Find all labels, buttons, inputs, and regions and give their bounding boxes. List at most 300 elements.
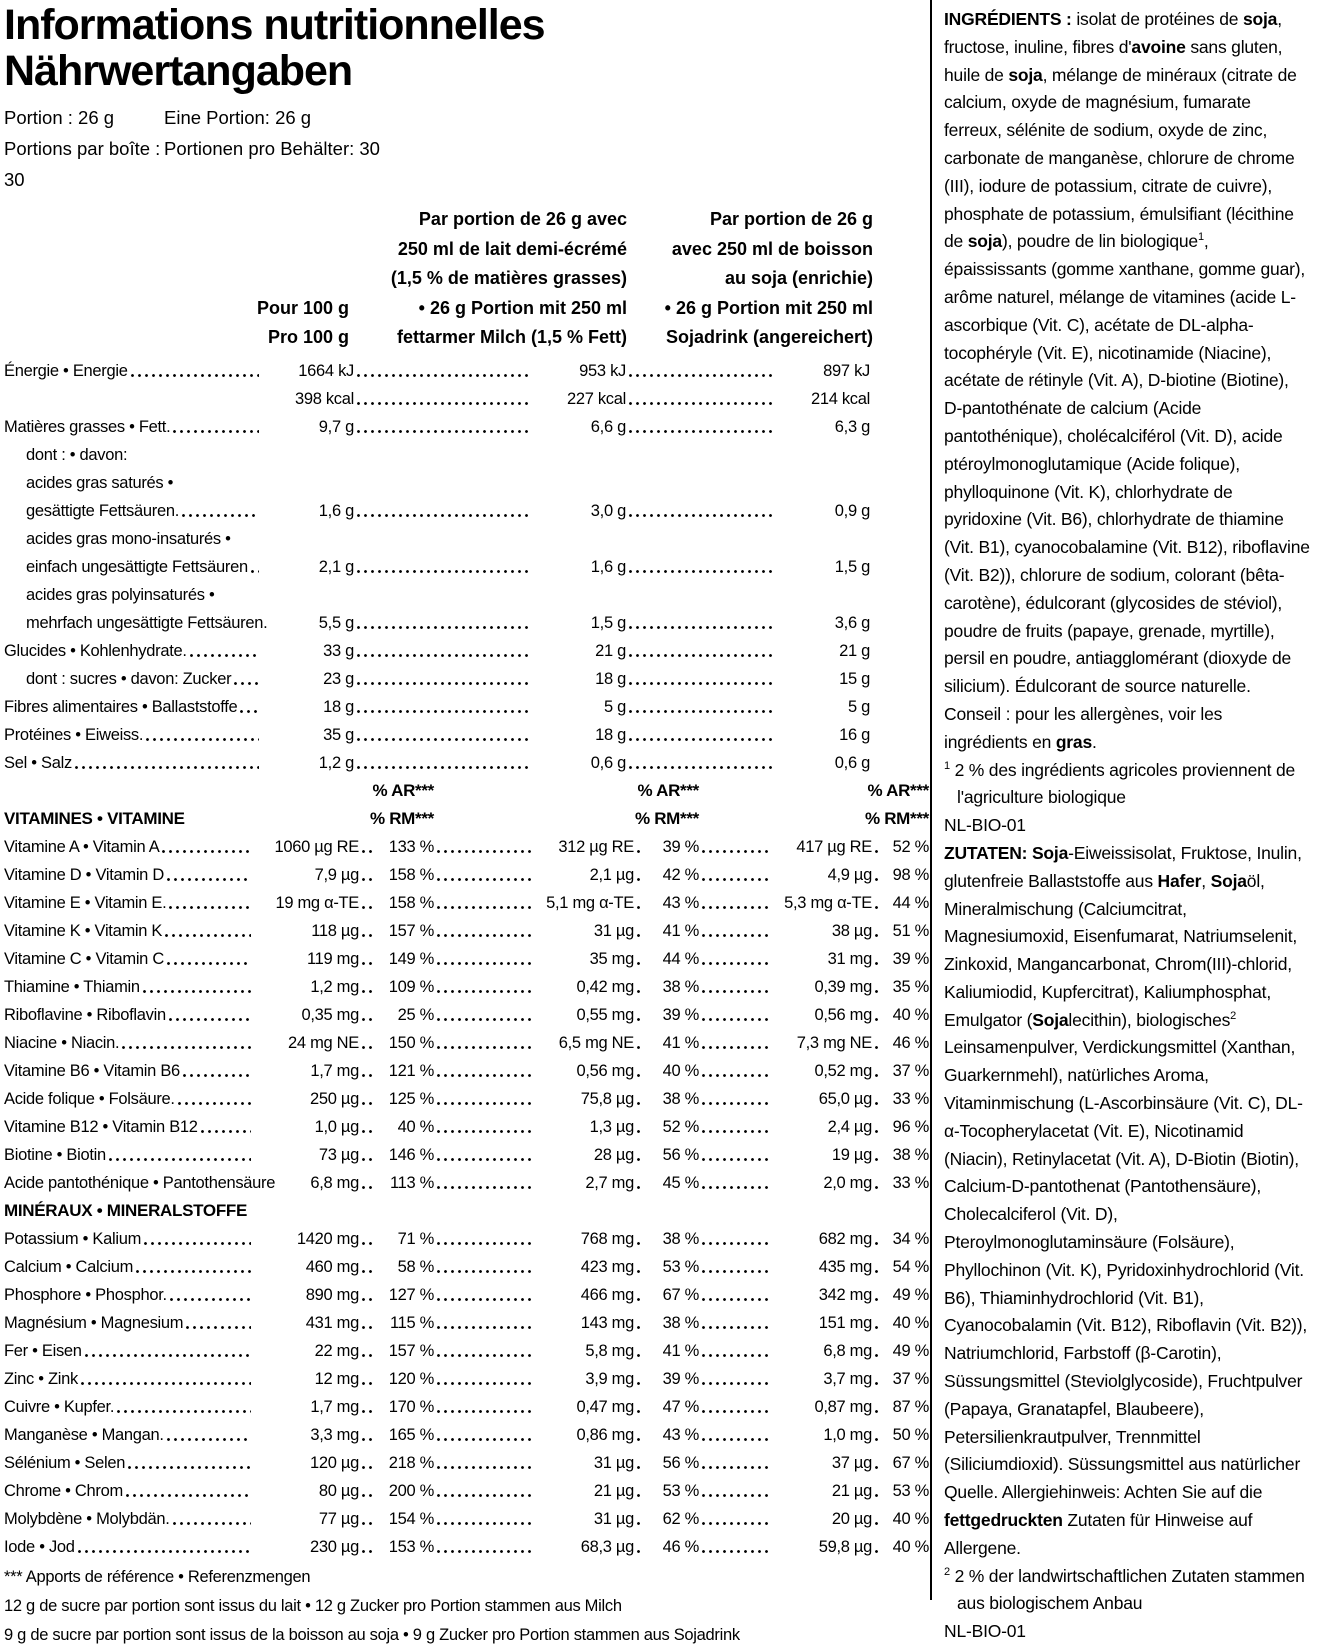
table-row [4, 1281, 929, 1309]
dot-leader [875, 990, 879, 993]
dot-leader [702, 962, 769, 965]
dot-leader [178, 1102, 251, 1105]
row-label-cell [4, 665, 262, 693]
value-per-100g: 9,7 g [318, 417, 354, 436]
dot-leader [362, 1438, 374, 1441]
table-row [4, 1253, 929, 1281]
value-per-100g: 1,2 g [318, 753, 354, 772]
value-portion-soy [778, 581, 870, 609]
dot-leader [437, 934, 531, 937]
value-per-100g: 1,6 g [318, 501, 354, 520]
dot-leader [362, 1018, 374, 1021]
dot-leader [357, 654, 531, 657]
title-fr: Informations nutritionnelles [4, 1, 545, 49]
row-label: Magnésium • Magnesium [4, 1313, 184, 1332]
amount-per-100g: 77 µg [318, 1509, 359, 1528]
table-row [4, 1085, 929, 1113]
dot-leader [875, 1102, 879, 1105]
table-row [4, 1309, 929, 1337]
dot-leader [131, 374, 259, 377]
dot-leader [81, 1382, 251, 1385]
dot-leader [702, 1018, 769, 1021]
dot-leader [144, 1242, 251, 1245]
dot-leader [136, 1270, 251, 1273]
dot-leader [165, 934, 251, 937]
value-portion-soy: 0,9 g [834, 501, 870, 520]
dot-leader [201, 1130, 251, 1133]
pct-portion-milk: 38 % [662, 977, 699, 996]
amount-portion-milk: 2,1 µg [589, 865, 634, 884]
amount-portion-milk: 312 µg RE [558, 837, 634, 856]
pct-portion-soy: 96 % [892, 1117, 929, 1136]
servings-fr: Portions par boîte : 30 [4, 138, 161, 190]
value-portion-milk: 953 kJ [579, 361, 626, 380]
dot-leader [875, 1326, 879, 1329]
dot-leader [875, 878, 879, 881]
row-label: Vitamine C • Vitamin C [4, 949, 164, 968]
row-label-cell [4, 1533, 254, 1561]
dot-leader [183, 1074, 251, 1077]
nutrition-table [4, 357, 929, 1650]
dot-leader [702, 1494, 769, 1497]
pct-portion-milk: 40 % [662, 1061, 699, 1080]
dot-leader [702, 1466, 769, 1469]
dot-leader [875, 962, 879, 965]
amount-portion-soy: 342 mg [818, 1285, 872, 1304]
pct-portion-soy: 37 % [892, 1369, 929, 1388]
table-row [4, 1001, 929, 1029]
amount-per-100g: 1420 mg [296, 1229, 359, 1248]
amount-portion-soy: 435 mg [818, 1257, 872, 1276]
amount-portion-soy: 7,3 mg NE [796, 1033, 872, 1052]
pct-portion-milk: 44 % [662, 949, 699, 968]
value-portion-milk: 3,0 g [590, 501, 626, 520]
dot-leader [362, 906, 374, 909]
ingredients-fr-organic-note: $^1$ 2 % des ingrédients agricoles proviennent de l'agriculture biologique [944, 759, 1296, 808]
dot-leader [637, 1102, 643, 1105]
dot-leader [437, 1382, 531, 1385]
value-portion-milk [534, 525, 626, 553]
dot-leader [702, 1102, 769, 1105]
dot-leader [637, 1130, 643, 1133]
row-label: Cuivre • Kupfer. [4, 1397, 115, 1416]
table-row [4, 441, 929, 469]
pct-per-100g: 165 % [388, 1425, 434, 1444]
amount-portion-milk: 31 µg [593, 1509, 634, 1528]
row-label: Sel • Salz [4, 753, 72, 772]
dot-leader [629, 430, 775, 433]
amount-per-100g: 22 mg [314, 1341, 359, 1360]
amount-portion-soy: 2,0 mg [823, 1173, 872, 1192]
dot-leader [629, 710, 775, 713]
amount-portion-soy: 20 µg [831, 1509, 872, 1528]
dot-leader [437, 1354, 531, 1357]
amount-portion-milk: 1,3 µg [589, 1117, 634, 1136]
pct-portion-milk: 56 % [662, 1145, 699, 1164]
value-portion-milk [534, 469, 626, 497]
amount-portion-milk: 3,9 mg [585, 1369, 634, 1388]
dot-leader [702, 1046, 769, 1049]
vitamin-rows [4, 833, 929, 1197]
value-portion-milk: 0,6 g [590, 753, 626, 772]
pct-portion-soy: 40 % [892, 1313, 929, 1332]
dot-leader [629, 626, 775, 629]
pct-portion-soy: 38 % [892, 1145, 929, 1164]
dot-leader [437, 1158, 531, 1161]
dot-leader [437, 1522, 531, 1525]
dot-leader [126, 1494, 251, 1497]
amount-portion-soy: 19 µg [831, 1145, 872, 1164]
dot-leader [362, 1382, 374, 1385]
dot-leader [357, 626, 531, 629]
pct-portion-soy: 33 % [892, 1089, 929, 1108]
amount-portion-milk: 31 µg [593, 921, 634, 940]
row-label: Chrome • Chrom [4, 1481, 123, 1500]
dot-leader [437, 1494, 531, 1497]
amount-portion-milk: 35 mg [589, 949, 634, 968]
row-label: Niacine • Niacin. [4, 1033, 120, 1052]
table-row [4, 1477, 929, 1505]
row-label: Thiamine • Thiamin [4, 977, 140, 996]
row-label-cell [4, 469, 262, 497]
dot-leader [362, 878, 374, 881]
row-label: Acide folique • Folsäure. [4, 1089, 175, 1108]
dot-leader [637, 1354, 643, 1357]
amount-per-100g: 3,3 mg [310, 1425, 359, 1444]
row-label-cell [4, 749, 262, 777]
value-portion-soy: 897 kJ [823, 361, 870, 380]
dot-leader [362, 1466, 374, 1469]
pct-per-100g: 71 % [397, 1229, 434, 1248]
value-portion-soy [778, 525, 870, 553]
amount-portion-soy: 0,39 mg [814, 977, 872, 996]
amount-portion-soy: 0,52 mg [814, 1061, 872, 1080]
amount-portion-milk: 0,42 mg [576, 977, 634, 996]
dot-leader [122, 1046, 251, 1049]
table-row [4, 1393, 929, 1421]
amount-portion-soy: 37 µg [831, 1453, 872, 1472]
row-label-cell [4, 357, 262, 385]
vertical-divider [930, 0, 932, 1600]
dot-leader [875, 1410, 879, 1413]
dot-leader [109, 1158, 251, 1161]
row-label-cell [4, 1449, 254, 1477]
amount-portion-soy: 21 µg [831, 1481, 872, 1500]
row-label: dont : • davon: [26, 445, 128, 464]
value-per-100g: 18 g [323, 697, 354, 716]
value-portion-milk [534, 581, 626, 609]
amount-portion-milk: 5,8 mg [585, 1341, 634, 1360]
portion-info [4, 102, 929, 195]
dot-leader [702, 1326, 769, 1329]
amount-per-100g: 1060 µg RE [274, 837, 359, 856]
amount-portion-soy: 1,0 mg [823, 1425, 872, 1444]
table-row [4, 1365, 929, 1393]
amount-portion-soy: 682 mg [818, 1229, 872, 1248]
pct-per-100g: 170 % [388, 1397, 434, 1416]
row-label-cell [4, 721, 262, 749]
pct-portion-milk: 47 % [662, 1397, 699, 1416]
row-label-cell [4, 693, 262, 721]
pct-portion-soy: 67 % [892, 1453, 929, 1472]
pct-per-100g: 158 % [388, 865, 434, 884]
amount-portion-soy: 65,0 µg [818, 1089, 872, 1108]
row-label-cell [4, 973, 254, 1001]
dot-leader [362, 1522, 374, 1525]
amount-portion-milk: 0,47 mg [576, 1397, 634, 1416]
value-portion-milk: 18 g [595, 725, 626, 744]
dot-leader [637, 1382, 643, 1385]
pct-per-100g: 125 % [388, 1089, 434, 1108]
dot-leader [437, 1130, 531, 1133]
dot-leader [702, 878, 769, 881]
dot-leader [357, 374, 531, 377]
value-portion-soy: 214 kcal [810, 389, 870, 408]
row-label-cell [4, 637, 262, 665]
value-portion-milk: 1,6 g [590, 557, 626, 576]
dot-leader [437, 990, 531, 993]
dot-leader [437, 962, 531, 965]
footnotes [4, 1563, 929, 1650]
pct-portion-soy: 34 % [892, 1229, 929, 1248]
value-portion-soy: 16 g [839, 725, 870, 744]
ingredients-de-organic-note: $^2$ 2 % der landwirtschaftlichen Zutaten stammen aus biologischem Anbau [944, 1565, 1305, 1614]
row-label: Zinc • Zink [4, 1369, 78, 1388]
dot-leader [362, 1410, 374, 1413]
dot-leader [702, 1410, 769, 1413]
dot-leader [637, 1466, 643, 1469]
table-row [4, 889, 929, 917]
table-row [4, 1141, 929, 1169]
row-label-cell [4, 1365, 254, 1393]
dot-leader [637, 1158, 643, 1161]
amount-portion-soy: 0,87 mg [814, 1397, 872, 1416]
value-portion-soy [778, 441, 870, 469]
pct-portion-soy: 40 % [892, 1509, 929, 1528]
nutrition-facts-panel [4, 0, 929, 1650]
row-label: Vitamine K • Vitamin K [4, 921, 163, 940]
row-label-cell [4, 945, 254, 973]
dot-leader [702, 1186, 769, 1189]
dot-leader [637, 1270, 643, 1273]
dot-leader [629, 402, 775, 405]
pct-portion-soy: 46 % [892, 1033, 929, 1052]
amount-portion-soy: 59,8 µg [818, 1537, 872, 1556]
dot-leader [437, 1018, 531, 1021]
amount-per-100g: 1,7 mg [310, 1061, 359, 1080]
amount-portion-milk: 28 µg [593, 1145, 634, 1164]
dot-leader [437, 1074, 531, 1077]
amount-per-100g: 431 mg [305, 1313, 359, 1332]
dot-leader [875, 1158, 879, 1161]
row-label-cell [4, 581, 262, 609]
dot-leader [362, 1158, 374, 1161]
pct-portion-milk: 38 % [662, 1089, 699, 1108]
dot-leader [637, 850, 643, 853]
dot-leader [182, 514, 259, 517]
dot-leader [169, 1018, 251, 1021]
dot-leader [362, 1186, 374, 1189]
value-portion-milk: 21 g [595, 641, 626, 660]
dot-leader [875, 850, 879, 853]
table-row [4, 525, 929, 553]
row-label-cell [4, 497, 262, 525]
pct-portion-milk: 41 % [662, 1341, 699, 1360]
row-label-cell [4, 1281, 254, 1309]
dot-leader [357, 430, 531, 433]
dot-leader [702, 1074, 769, 1077]
nl-bio-code-de: NL-BIO-01 [944, 1621, 1026, 1642]
pct-per-100g: 158 % [388, 893, 434, 912]
dot-leader [702, 850, 769, 853]
row-label-cell [4, 1057, 254, 1085]
value-portion-soy: 0,6 g [834, 753, 870, 772]
dot-leader [702, 1522, 769, 1525]
dot-leader [637, 1494, 643, 1497]
table-row [4, 1057, 929, 1085]
row-label: Vitamine D • Vitamin D [4, 865, 164, 884]
amount-per-100g: 80 µg [318, 1481, 359, 1500]
pct-portion-soy: 40 % [892, 1537, 929, 1556]
dot-leader [167, 962, 251, 965]
row-label-cell [4, 525, 262, 553]
row-label-cell [4, 609, 268, 637]
dot-leader [362, 1270, 374, 1273]
amount-portion-milk: 768 mg [580, 1229, 634, 1248]
dot-leader [170, 1298, 251, 1301]
dot-leader [437, 1466, 531, 1469]
value-portion-milk: 227 kcal [566, 389, 626, 408]
dot-leader [357, 682, 531, 685]
table-row [4, 497, 929, 525]
amount-per-100g: 0,35 mg [301, 1005, 359, 1024]
minerals-section-title: MINÉRAUX • MINERALSTOFFE [4, 1200, 248, 1220]
dot-leader [637, 990, 643, 993]
amount-per-100g: 12 mg [314, 1369, 359, 1388]
amount-portion-milk: 31 µg [593, 1453, 634, 1472]
table-row [4, 665, 929, 693]
dot-leader [362, 962, 374, 965]
row-label: Glucides • Kohlenhydrate. [4, 641, 187, 660]
table-row [4, 1029, 929, 1057]
dot-leader [357, 402, 531, 405]
table-row [4, 637, 929, 665]
amount-per-100g: 890 mg [305, 1285, 359, 1304]
table-row [4, 973, 929, 1001]
dot-leader [362, 1298, 374, 1301]
pct-portion-soy: 52 % [892, 837, 929, 856]
table-row [4, 945, 929, 973]
dot-leader [186, 1326, 251, 1329]
dot-leader [629, 682, 775, 685]
row-label: Calcium • Calcium [4, 1257, 134, 1276]
amount-per-100g: 73 µg [318, 1145, 359, 1164]
dot-leader [167, 1438, 251, 1441]
amount-portion-milk: 466 mg [580, 1285, 634, 1304]
dot-leader [362, 850, 374, 853]
pct-per-100g: 121 % [388, 1061, 434, 1080]
pct-portion-milk: 41 % [662, 1033, 699, 1052]
amount-per-100g: 120 µg [310, 1453, 359, 1472]
value-per-100g: 35 g [323, 725, 354, 744]
row-label: Vitamine A • Vitamin A [4, 837, 160, 856]
amount-portion-soy: 151 mg [818, 1313, 872, 1332]
row-label-cell [4, 441, 262, 469]
value-per-100g: 398 kcal [294, 389, 354, 408]
amount-per-100g: 1,0 µg [314, 1117, 359, 1136]
dot-leader [629, 654, 775, 657]
row-label-cell [4, 1253, 254, 1281]
dot-leader [875, 1046, 879, 1049]
row-label: Matières grasses • Fett. [4, 417, 171, 436]
table-row [4, 917, 929, 945]
pct-portion-milk: 38 % [662, 1229, 699, 1248]
portion-de: Eine Portion: 26 g [164, 107, 312, 128]
amount-portion-milk: 21 µg [593, 1481, 634, 1500]
pct-portion-milk: 43 % [662, 1425, 699, 1444]
dot-leader [875, 906, 879, 909]
table-row [4, 581, 929, 609]
pct-portion-soy: 39 % [892, 949, 929, 968]
pct-portion-milk: 41 % [662, 921, 699, 940]
dot-leader [629, 766, 775, 769]
pct-per-100g: 115 % [389, 1313, 434, 1332]
dot-leader [362, 1102, 374, 1105]
dot-leader [362, 934, 374, 937]
amount-portion-milk: 0,86 mg [576, 1425, 634, 1444]
dot-leader [875, 1550, 879, 1553]
dot-leader [875, 1382, 879, 1385]
pct-portion-soy: 98 % [892, 865, 929, 884]
dot-leader [357, 766, 531, 769]
table-row [4, 609, 929, 637]
servings-de: Portionen pro Behälter: 30 [164, 138, 380, 159]
pct-reference-header-line2: VITAMINES • VITAMINE % RM*** % RM*** % RM*** [4, 805, 929, 833]
value-portion-soy: 5 g [847, 697, 870, 716]
pct-portion-milk: 38 % [662, 1313, 699, 1332]
row-label: Molybdène • Molybdän. [4, 1509, 170, 1528]
dot-leader [629, 738, 775, 741]
row-label: Sélénium • Selen [4, 1453, 126, 1472]
pct-portion-soy: 40 % [892, 1005, 929, 1024]
pct-portion-milk: 53 % [662, 1481, 699, 1500]
amount-portion-soy: 4,9 µg [827, 865, 872, 884]
nl-bio-code-fr: NL-BIO-01 [944, 815, 1026, 836]
dot-leader [875, 1494, 879, 1497]
dot-leader [437, 1186, 531, 1189]
value-per-100g: 2,1 g [318, 557, 354, 576]
value-portion-soy: 3,6 g [834, 613, 870, 632]
amount-portion-milk: 2,7 mg [585, 1173, 634, 1192]
dot-leader [143, 990, 251, 993]
amount-per-100g: 230 µg [310, 1537, 359, 1556]
dot-leader [702, 1382, 769, 1385]
dot-leader [875, 1270, 879, 1273]
dot-leader [875, 1298, 879, 1301]
dot-leader [637, 1242, 643, 1245]
dot-leader [75, 766, 259, 769]
pct-portion-soy: 37 % [892, 1061, 929, 1080]
pct-per-100g: 150 % [388, 1033, 434, 1052]
ingredients-panel [944, 6, 1310, 1646]
row-label-cell [4, 917, 254, 945]
row-label: Iode • Jod [4, 1537, 75, 1556]
amount-portion-milk: 6,5 mg NE [558, 1033, 634, 1052]
dot-leader [190, 654, 259, 657]
amount-per-100g: 19 mg α-TE [275, 893, 359, 912]
row-label: acides gras mono-insaturés • [26, 529, 231, 548]
amount-portion-milk: 0,55 mg [576, 1005, 634, 1024]
